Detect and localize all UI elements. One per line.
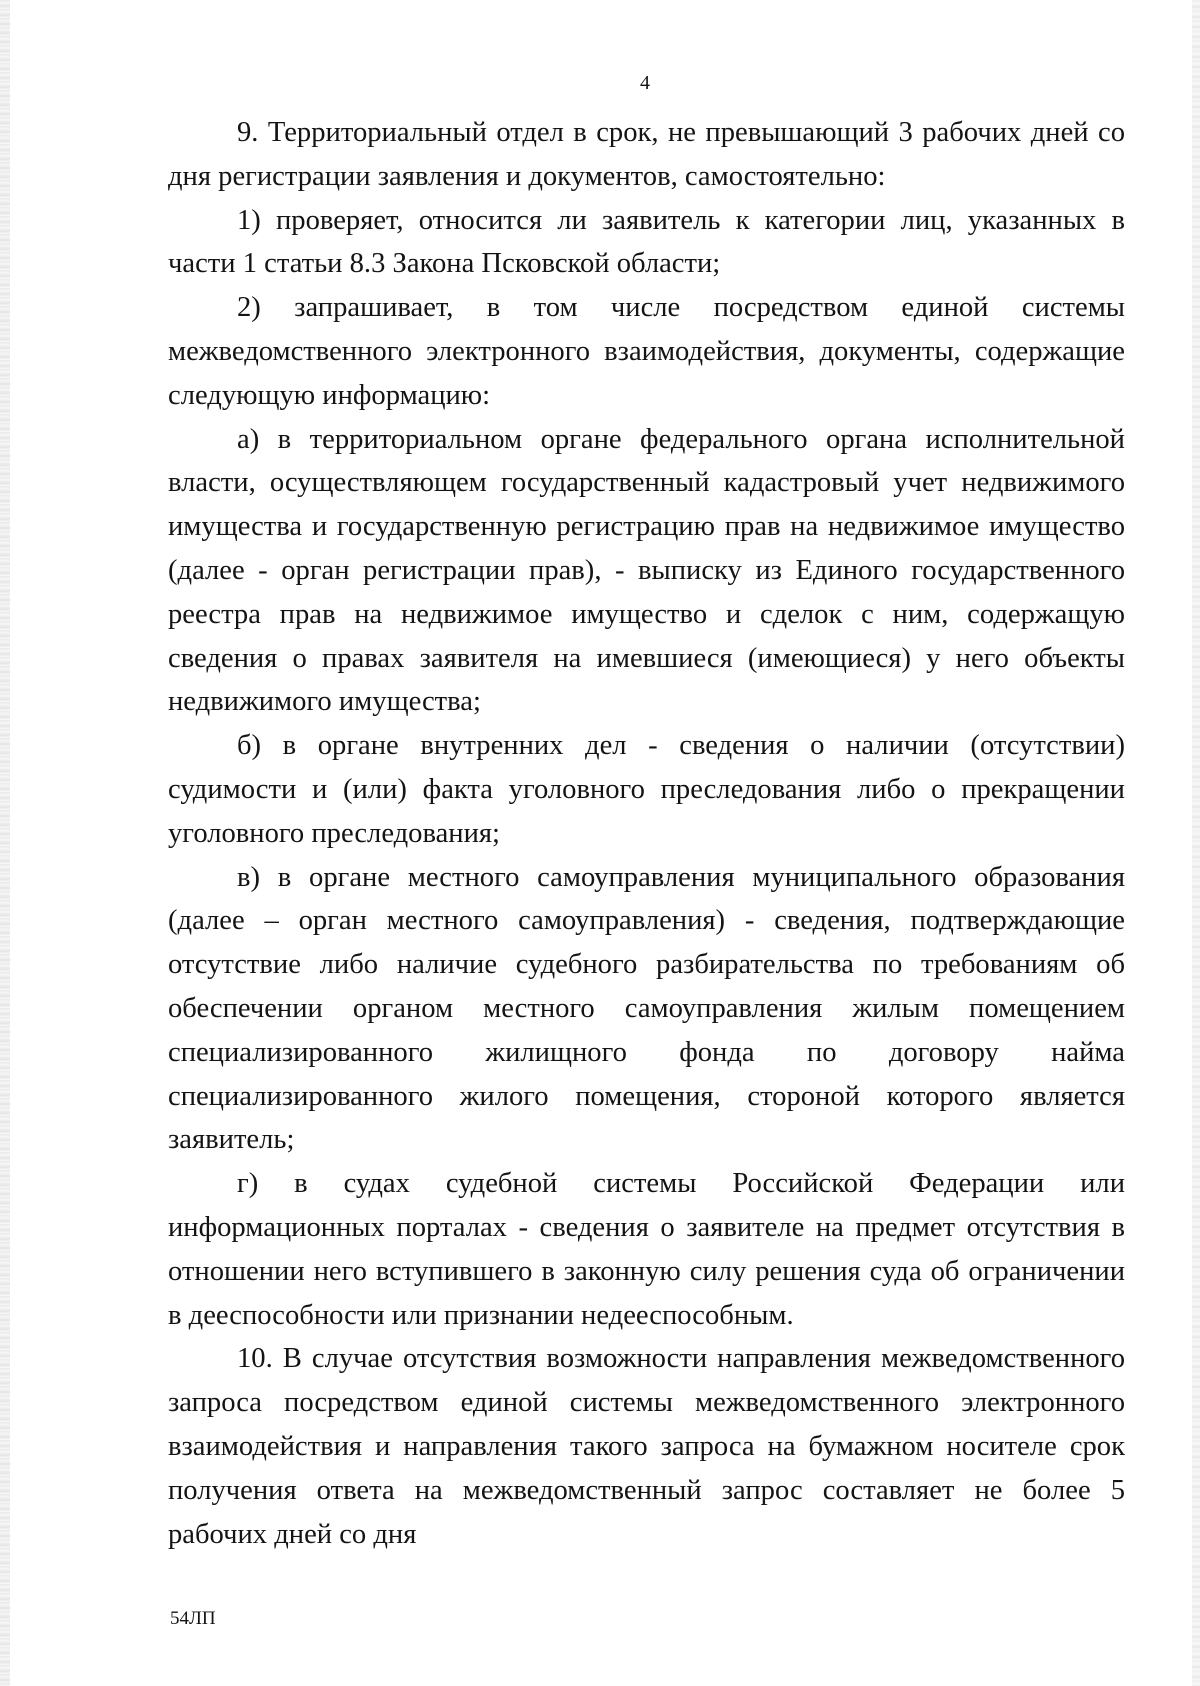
scan-edge-left xyxy=(0,0,10,1686)
paragraph-9-item-2g: г) в судах судебной системы Российской Федерации или информационных порталах - сведения о заявителе на предмет отсутствия в отношении него вступившего в законную силу решения суда об ограничении в дееспособности или признании недееспособным. xyxy=(168,1168,1125,1331)
paragraph-9-item-2: 2) запрашивает, в том числе посредством единой системы межведомственного электронного взаимодействия, документы, содержащие следующую информацию: xyxy=(168,292,1125,411)
paragraph-9-item-2a: а) в территориальном органе федерального органа исполнительной власти, осуществляющем государственный кадастровый учет недвижимого имущества и государственную регистрацию прав на недвижимое имущество (далее - орган регистрации прав), - выписку из Единого государственного реестра прав на недвижимое имущество и сделок с ним, содержащую сведения о правах заявителя на имевшиеся (имеющиеся) у него объекты недвижимого имущества; xyxy=(168,423,1125,718)
page-number: 4 xyxy=(640,72,650,94)
paragraph-9-item-2v: в) в органе местного самоуправления муниципального образования (далее – орган местного самоуправления) - сведения, подтверждающие отсутствие либо наличие судебного разбирательства по требованиям об обеспечении органом местного самоуправления жилым помещением специализированного жилищного фонда по договору найма специализированного жилого помещения, стороной которого является заявитель; xyxy=(168,861,1125,1156)
scan-edge-right xyxy=(1192,0,1200,1686)
footer-document-code: 54ЛП xyxy=(170,1608,216,1629)
document-body xyxy=(168,111,1125,1556)
paragraph-9: 9. Территориальный отдел в срок, не превышающий 3 рабочих дней со дня регистрации заявления и документов, самостоятельно: xyxy=(168,117,1125,192)
paragraph-9-item-1: 1) проверяет, относится ли заявитель к категории лиц, указанных в части 1 статьи 8.3 Закона Псковской области; xyxy=(168,204,1125,280)
paragraph-10: 10. В случае отсутствия возможности направления межведомственного запроса посредством единой системы межведомственного электронного взаимодействия и направления такого запроса на бумажном носителе срок получения ответа на межведомственный запрос составляет не более 5 рабочих дней со дня xyxy=(168,1343,1125,1550)
paragraph-9-item-2b: б) в органе внутренних дел - сведения о наличии (отсутствии) судимости и (или) факта уголовного преследования либо о прекращении уголовного преследования; xyxy=(168,730,1125,849)
